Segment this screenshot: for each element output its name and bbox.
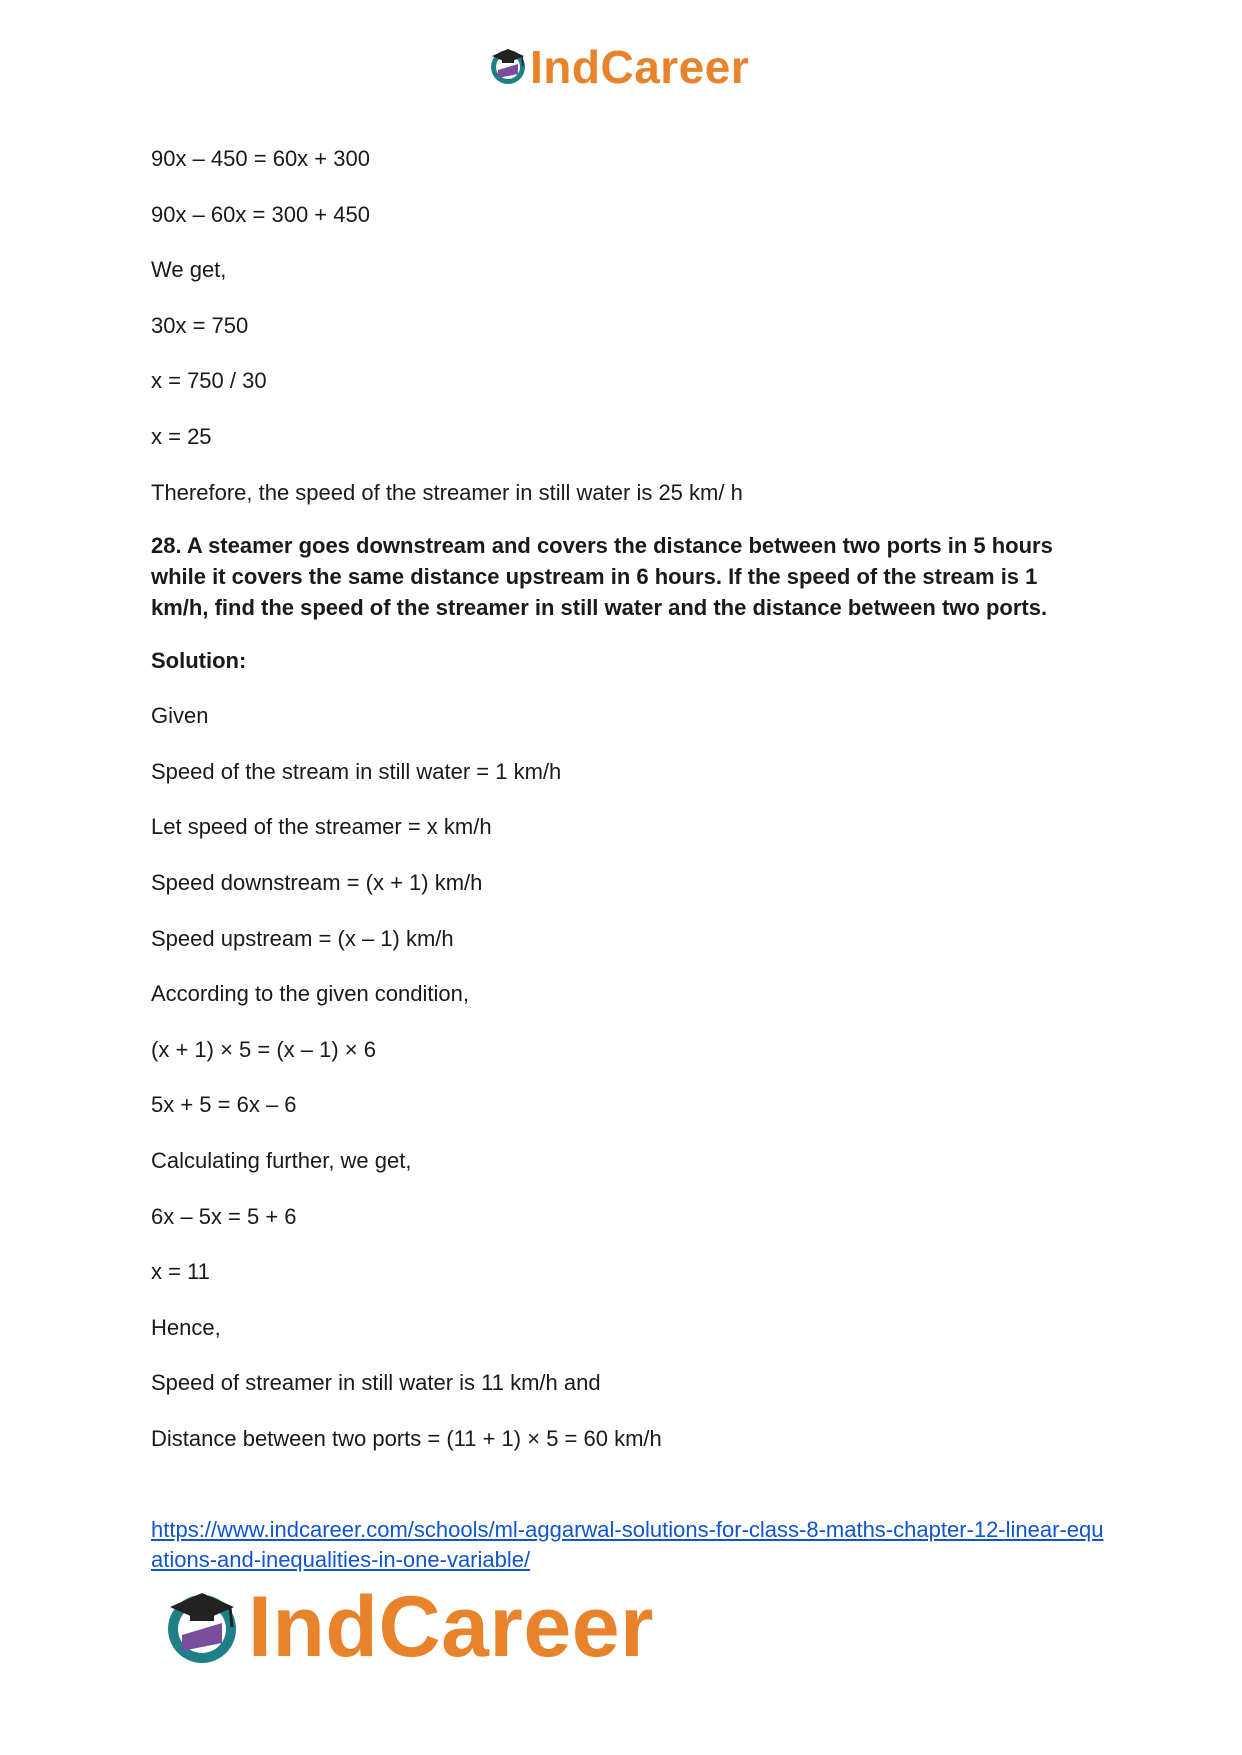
equation-line: x = 11 bbox=[151, 1259, 210, 1285]
graduation-cap-book-icon bbox=[488, 44, 528, 91]
text-line: Speed of streamer in still water is 11 km/h and bbox=[151, 1370, 601, 1396]
question-28: 28. A steamer goes downstream and covers the distance between two ports in 5 hours while it covers the same distance upstream in 6 hours. If the speed of the stream is 1 km/h, find the speed of the streamer in still water and the distance between two ports. bbox=[151, 532, 1053, 620]
logo-wordmark: IndCareer bbox=[248, 1579, 654, 1675]
text-line: Speed downstream = (x + 1) km/h bbox=[151, 869, 483, 895]
graduation-cap-book-icon bbox=[160, 1583, 244, 1672]
text-line: Speed of the stream in still water = 1 km/h bbox=[151, 758, 562, 784]
text-line: Speed upstream = (x – 1) km/h bbox=[151, 925, 454, 951]
logo-wordmark: IndCareer bbox=[530, 41, 750, 93]
equation-line: 90x – 60x = 300 + 450 bbox=[151, 201, 370, 227]
equation-line: x = 750 / 30 bbox=[151, 368, 267, 394]
conclusion-line: Distance between two ports = (11 + 1) × 5 = 60 km/h bbox=[151, 1425, 662, 1451]
equation-line: 90x – 450 = 60x + 300 bbox=[151, 146, 370, 171]
equation-line: x = 25 bbox=[151, 423, 212, 449]
text-line: Given bbox=[151, 703, 209, 729]
text-line: We get, bbox=[151, 257, 227, 283]
header-logo bbox=[488, 42, 749, 92]
conclusion-line: Therefore, the speed of the streamer in still water is 25 km/ h bbox=[151, 479, 743, 505]
footer-logo bbox=[160, 1579, 654, 1675]
text-line: Hence, bbox=[151, 1314, 221, 1340]
equation-line: (x + 1) × 5 = (x – 1) × 6 bbox=[151, 1036, 376, 1062]
equation-line: 5x + 5 = 6x – 6 bbox=[151, 1092, 297, 1118]
source-link[interactable]: https://www.indcareer.com/schools/ml-aggarwal-solutions-for-class-8-maths-chapter-12-linear-equations-and-inequalities-in-one-variable/ bbox=[151, 1517, 1104, 1572]
text-line: Calculating further, we get, bbox=[151, 1147, 412, 1173]
text-line: Let speed of the streamer = x km/h bbox=[151, 814, 492, 840]
text-line: According to the given condition, bbox=[151, 981, 469, 1007]
equation-line: 30x = 750 bbox=[151, 312, 249, 338]
document-body bbox=[151, 145, 1111, 1453]
equation-line: 6x – 5x = 5 + 6 bbox=[151, 1203, 297, 1229]
solution-heading: Solution: bbox=[151, 647, 247, 673]
